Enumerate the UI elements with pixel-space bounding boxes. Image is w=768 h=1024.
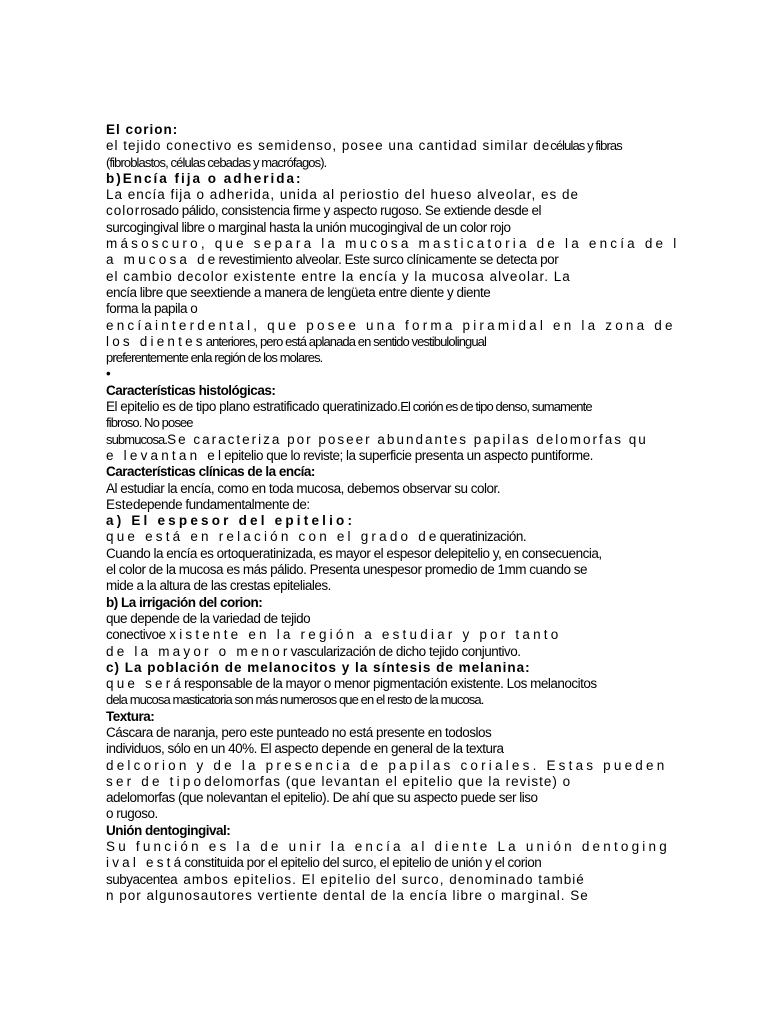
text-line [106, 481, 668, 497]
text-line [106, 806, 668, 822]
text-run: El epitelio es de tipo plano estratificado queratinizado. [106, 399, 401, 415]
text-run: células y fibras [550, 138, 622, 154]
text-line [106, 285, 668, 301]
text-run: Textura: [106, 708, 155, 724]
text-run: Cuando la encía es ortoqueratinizada, es mayor el espesor delepitelio y, en consecuencia, [106, 545, 602, 561]
text-run: surcogingival libre o marginal hasta la unión mucogingival de un color rojo [106, 219, 511, 235]
text-run: Unión dentogingival: [106, 822, 231, 838]
text-line [106, 855, 668, 871]
text-run: forma la papila o [106, 301, 198, 317]
text-line [106, 644, 668, 660]
text-run: encía libre que seextiende a manera de lengüeta entre diente y diente [106, 284, 491, 300]
text-run: el color de la mucosa es más pálido. Presenta unespesor promedio de 1mm cuando se [106, 562, 588, 578]
text-line [106, 122, 668, 138]
text-line [106, 595, 668, 611]
text-run: El corión es de tipo denso, sumamente [400, 399, 592, 415]
text-run: Se caracteriza por poseer abundantes papilas delomorfas qu [167, 431, 648, 447]
text-run: Características histológicas: [106, 382, 276, 398]
text-run: o rugoso. [106, 806, 158, 822]
text-line [106, 187, 668, 203]
text-run: vascularización de dicho tejido conjuntivo. [290, 643, 521, 659]
text-run: preferentemente enla región de los molares. [106, 350, 323, 366]
text-run: Su función es la de unir la encía al diente La unión dentoging [106, 839, 670, 855]
text-run: adelomorfas (que nolevantan el epitelio). De ahí que su aspecto puede ser liso [106, 790, 538, 806]
text-run: los dientes [106, 333, 206, 349]
text-line [106, 741, 668, 757]
text-run: encíainterdental, que posee una forma piramidal en la zona de [106, 317, 676, 333]
text-run: Este [106, 496, 134, 512]
text-run: depende fundamentalmente de: [133, 496, 310, 512]
text-line [106, 155, 668, 171]
text-line [106, 236, 680, 252]
text-run: delomorfas (que levantan el epitelio que la reviste) o [204, 773, 572, 789]
text-line [106, 220, 668, 236]
text-line [106, 578, 668, 594]
text-run: b) La irrigación del corion: [106, 594, 263, 610]
text-line [106, 839, 668, 855]
text-run: queratinización. [439, 529, 527, 545]
text-line [106, 513, 668, 529]
text-line [106, 399, 668, 415]
text-run: fibroso. No posee [106, 415, 193, 431]
text-run: La encía fija o adherida, unida al periostio del hueso alveolar, es de [106, 187, 580, 203]
text-line [106, 660, 668, 676]
text-line [106, 774, 668, 790]
text-line [106, 627, 668, 643]
document-body [106, 122, 680, 904]
text-line [106, 350, 668, 366]
text-line [106, 448, 668, 464]
text-run: c) La población de melanocitos y la síntesis de melanina: [106, 659, 531, 675]
text-run: constituida por el epitelio del surco, el epitelio de unión y el corion [184, 855, 542, 871]
text-run: conectivo [106, 627, 159, 643]
text-run: epitelio que lo reviste; la superficie presenta un aspecto puntiforme. [224, 447, 593, 463]
text-run: anteriores, pero está aplanada en sentido vestibulolingual [205, 333, 487, 349]
text-run: dela mucosa masticatoria son más numerosos que en el resto de la mucosa. [106, 692, 484, 708]
text-line [106, 790, 668, 806]
text-run: responsable de la mayor o menor pigmentación existente. Los melanocitos [184, 676, 597, 692]
text-run: másoscuro, que separa la mucosa masticatoria de la encía de l [106, 236, 680, 252]
text-run: • [106, 366, 111, 382]
text-line [106, 252, 668, 268]
text-run: El corion: [106, 122, 179, 137]
text-line [106, 464, 668, 480]
text-run: Cáscara de naranja, pero este punteado no está presente en todoslos [106, 724, 492, 740]
text-run: que está en relación con el grado de [106, 529, 440, 545]
text-run: delcorion y de la presencia de papilas coriales. Estas pueden [106, 757, 668, 773]
text-line [106, 497, 668, 513]
text-line [106, 529, 668, 545]
text-run: que depende de la variedad de tejido [106, 610, 311, 626]
text-run: color [106, 203, 141, 219]
text-run: a mucosa de [106, 252, 219, 268]
text-run: submucosa. [106, 431, 168, 447]
text-run: e levantan el [106, 447, 225, 463]
text-run: existente en la región a estudiar y por tanto [158, 627, 562, 643]
text-line [106, 366, 668, 382]
text-run: rosado pálido, consistencia firme y aspecto rugoso. Se extiende desde el [140, 203, 542, 219]
text-line [106, 872, 668, 888]
text-run: (fibroblastos, células cebadas y macrófagos). [106, 154, 327, 170]
text-line [106, 611, 668, 627]
text-run: ser de tipo [106, 773, 205, 789]
text-line [106, 758, 668, 774]
text-run: Al estudiar la encía, como en toda mucosa, debemos observar su color. [106, 480, 500, 496]
text-line [106, 888, 668, 904]
text-run: individuos, sólo en un 40%. El aspecto depende en general de la textura [106, 741, 504, 757]
text-line [106, 562, 668, 578]
text-run: n por algunosautores vertiente dental de la encía libre o marginal. Se [106, 887, 589, 903]
text-run: el tejido conectivo es semidenso, posee una cantidad similar de [106, 138, 551, 154]
text-run: b)Encía fija o adherida: [106, 170, 303, 186]
text-line [106, 301, 668, 317]
text-line [106, 692, 668, 708]
text-line [106, 676, 668, 692]
text-run: ival está [106, 855, 185, 871]
text-line [106, 317, 676, 334]
text-line [106, 138, 668, 154]
text-line [106, 334, 668, 350]
text-run: el cambio decolor existente entre la encía y la mucosa alveolar. La [106, 268, 571, 284]
text-line [106, 203, 668, 219]
text-run: a) El espesor del epitelio: [106, 513, 356, 529]
text-line [106, 725, 668, 741]
text-run: Características clínicas de la encía: [106, 464, 315, 480]
text-line [106, 171, 668, 187]
text-line [106, 546, 668, 562]
text-run: a ambos epitelios. El epitelio del surco, denominado tambié [170, 871, 585, 887]
text-line [106, 823, 668, 839]
text-line [106, 383, 668, 399]
text-run: revestimiento alveolar. Este surco clínicamente se detecta por [218, 252, 559, 268]
text-line [106, 269, 668, 285]
text-run: de la mayor o menor [106, 643, 291, 659]
text-line [106, 415, 668, 431]
text-line [106, 432, 668, 448]
text-run: que será [106, 676, 185, 692]
text-run: mide a la altura de las crestas epiteliales. [106, 578, 331, 594]
text-run: subyacente [106, 871, 171, 887]
text-line [106, 709, 668, 725]
